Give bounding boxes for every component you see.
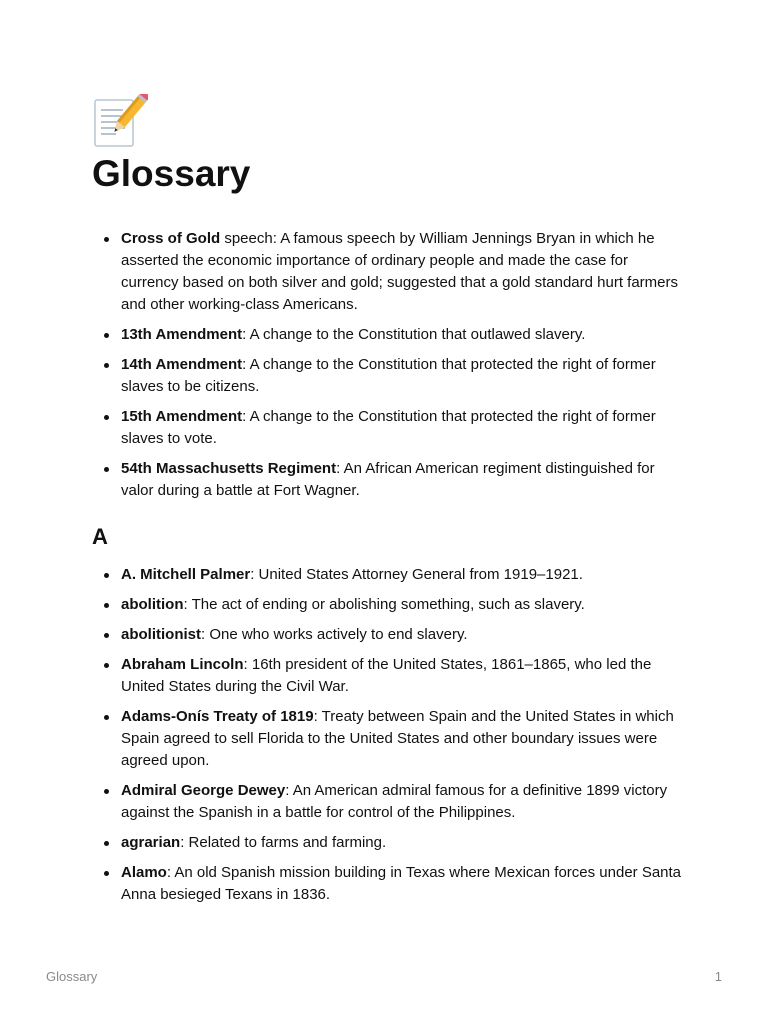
glossary-entry	[92, 564, 682, 586]
glossary-term: 13th Amendment	[121, 326, 243, 343]
bullet-icon	[104, 467, 109, 472]
glossary-entry	[92, 780, 682, 824]
glossary-entry	[92, 228, 682, 316]
bullet-icon	[104, 789, 109, 794]
glossary-definition: : Treaty between Spain and the United States in which Spain agreed to sell Florida to the United States and other boundary issues were agreed upon.	[121, 708, 674, 769]
memo-pencil-icon	[92, 94, 148, 150]
section-a-glossary-list	[92, 564, 682, 906]
glossary-entry	[92, 406, 682, 450]
document-page	[92, 94, 682, 914]
glossary-entry	[92, 832, 682, 854]
bullet-icon	[104, 415, 109, 420]
glossary-entry	[92, 624, 682, 646]
page-number: 1	[714, 969, 722, 984]
glossary-term: Cross of Gold	[121, 230, 221, 247]
glossary-entry	[92, 594, 682, 616]
glossary-definition: : 16th president of the United States, 1861–1865, who led the United States during the Civil War.	[121, 656, 652, 695]
glossary-term: A. Mitchell Palmer	[121, 566, 251, 583]
glossary-definition: : The act of ending or abolishing something, such as slavery.	[183, 596, 585, 613]
glossary-definition: : Related to farms and farming.	[180, 834, 387, 851]
page-footer	[46, 969, 722, 984]
section-heading-a: A	[92, 524, 108, 549]
glossary-entry	[92, 354, 682, 398]
bullet-icon	[104, 663, 109, 668]
glossary-term: Alamo	[121, 864, 167, 881]
bullet-icon	[104, 633, 109, 638]
glossary-entry	[92, 706, 682, 772]
page-title: Glossary	[92, 153, 251, 194]
intro-glossary-list	[92, 228, 682, 502]
bullet-icon	[104, 573, 109, 578]
bullet-icon	[104, 363, 109, 368]
glossary-definition: : One who works actively to end slavery.	[201, 626, 468, 643]
glossary-term: Adams-Onís Treaty of 1819	[121, 708, 314, 725]
glossary-term: Abraham Lincoln	[121, 656, 244, 673]
glossary-entry	[92, 458, 682, 502]
bullet-icon	[104, 237, 109, 242]
glossary-definition: : An old Spanish mission building in Texas where Mexican forces under Santa Anna besieged Texans in 1836.	[121, 864, 682, 903]
bullet-icon	[104, 871, 109, 876]
bullet-icon	[104, 715, 109, 720]
glossary-term: agrarian	[121, 834, 181, 851]
footer-title: Glossary	[46, 969, 98, 984]
glossary-term: 54th Massachusetts Regiment	[121, 460, 337, 477]
glossary-term: abolition	[121, 596, 184, 613]
glossary-entry	[92, 862, 682, 906]
glossary-entry	[92, 324, 682, 346]
glossary-term: abolitionist	[121, 626, 201, 643]
glossary-definition: : A change to the Constitution that outlawed slavery.	[242, 326, 586, 343]
bullet-icon	[104, 603, 109, 608]
glossary-entry	[92, 654, 682, 698]
glossary-definition: : United States Attorney General from 1919–1921.	[250, 566, 583, 583]
glossary-term: Admiral George Dewey	[121, 782, 286, 799]
glossary-definition: : An African American regiment distinguished for valor during a battle at Fort Wagner.	[121, 460, 655, 499]
bullet-icon	[104, 333, 109, 338]
bullet-icon	[104, 841, 109, 846]
glossary-definition: speech: A famous speech by William Jennings Bryan in which he asserted the economic importance of ordinary people and made the case for currency based on both silver and gold; suggested that a gold standard hurt farmers and other working-class Americans.	[121, 230, 678, 313]
glossary-term: 14th Amendment	[121, 356, 243, 373]
glossary-term: 15th Amendment	[121, 408, 243, 425]
glossary-definition: : A change to the Constitution that protected the right of former slaves to be citizens.	[121, 356, 656, 395]
glossary-definition: : An American admiral famous for a definitive 1899 victory against the Spanish in a battle for control of the Philippines.	[121, 782, 668, 821]
glossary-definition: : A change to the Constitution that protected the right of former slaves to vote.	[121, 408, 656, 447]
